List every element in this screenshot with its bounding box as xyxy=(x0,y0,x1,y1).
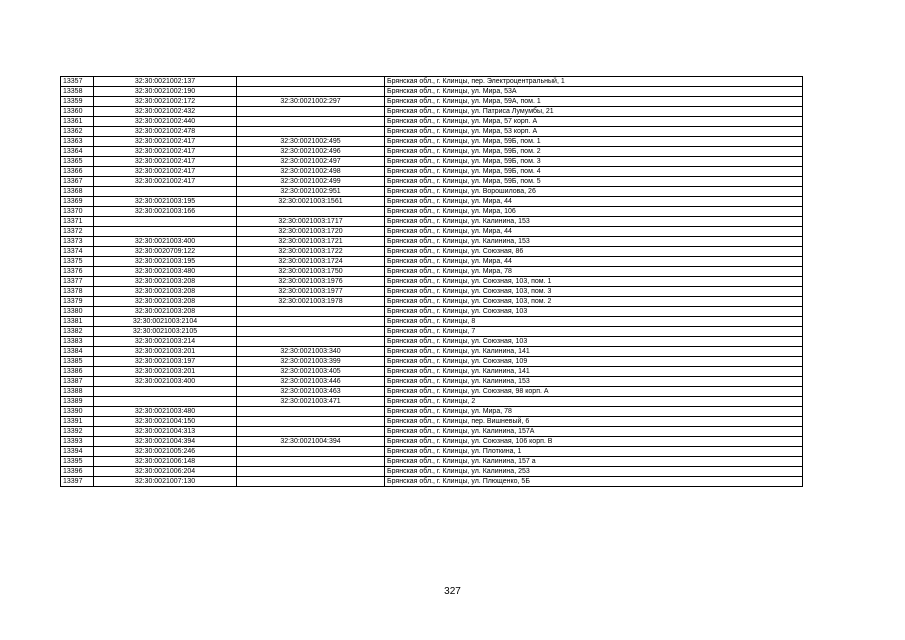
address-cell: Брянская обл., г. Клинцы, ул. Союзная, 86 xyxy=(385,247,803,257)
cadastral-number-cell: 32:30:0021003:400 xyxy=(94,237,237,247)
address-cell: Брянская обл., г. Клинцы, ул. Калинина, 157 а xyxy=(385,457,803,467)
row-number-cell: 13378 xyxy=(61,287,94,297)
premises-number-cell: 32:30:0021002:951 xyxy=(237,187,385,197)
address-cell: Брянская обл., г. Клинцы, ул. Мира, 44 xyxy=(385,227,803,237)
table-row xyxy=(61,457,803,467)
table-row xyxy=(61,337,803,347)
cadastral-number-cell: 32:30:0021002:417 xyxy=(94,177,237,187)
row-number-cell: 13377 xyxy=(61,277,94,287)
cadastral-number-cell: 32:30:0021003:201 xyxy=(94,367,237,377)
address-cell: Брянская обл., г. Клинцы, ул. Мира, 59Б, пом. 1 xyxy=(385,137,803,147)
cadastral-number-cell: 32:30:0021004:313 xyxy=(94,427,237,437)
table-row xyxy=(61,77,803,87)
row-number-cell: 13358 xyxy=(61,87,94,97)
premises-number-cell xyxy=(237,427,385,437)
cadastral-number-cell: 32:30:0021003:208 xyxy=(94,277,237,287)
cadastral-number-cell: 32:30:0021003:480 xyxy=(94,267,237,277)
address-cell: Брянская обл., г. Клинцы, ул. Союзная, 103, пом. 1 xyxy=(385,277,803,287)
cadastral-number-cell: 32:30:0021002:440 xyxy=(94,117,237,127)
table-row xyxy=(61,427,803,437)
premises-number-cell: 32:30:0021003:463 xyxy=(237,387,385,397)
cadastral-number-cell: 32:30:0021003:197 xyxy=(94,357,237,367)
row-number-cell: 13389 xyxy=(61,397,94,407)
premises-number-cell xyxy=(237,477,385,487)
table-row xyxy=(61,367,803,377)
premises-number-cell xyxy=(237,207,385,217)
address-cell: Брянская обл., г. Клинцы, ул. Союзная, 98 корп. А xyxy=(385,387,803,397)
premises-number-cell: 32:30:0021003:405 xyxy=(237,367,385,377)
premises-number-cell xyxy=(237,127,385,137)
address-cell: Брянская обл., г. Клинцы, пер. Электроцентральный, 1 xyxy=(385,77,803,87)
row-number-cell: 13396 xyxy=(61,467,94,477)
address-cell: Брянская обл., г. Клинцы, ул. Мира, 44 xyxy=(385,197,803,207)
table-row xyxy=(61,207,803,217)
row-number-cell: 13393 xyxy=(61,437,94,447)
row-number-cell: 13381 xyxy=(61,317,94,327)
cadastral-number-cell: 32:30:0021002:190 xyxy=(94,87,237,97)
address-cell: Брянская обл., г. Клинцы, ул. Мира, 78 xyxy=(385,407,803,417)
address-cell: Брянская обл., г. Клинцы, ул. Патриса Лумумбы, 21 xyxy=(385,107,803,117)
address-cell: Брянская обл., г. Клинцы, ул. Мира, 106 xyxy=(385,207,803,217)
row-number-cell: 13364 xyxy=(61,147,94,157)
table-row xyxy=(61,227,803,237)
address-cell: Брянская обл., г. Клинцы, ул. Мира, 59Б, пом. 5 xyxy=(385,177,803,187)
cadastral-number-cell: 32:30:0021003:2104 xyxy=(94,317,237,327)
cadastral-number-cell: 32:30:0021003:480 xyxy=(94,407,237,417)
cadastral-number-cell xyxy=(94,227,237,237)
premises-number-cell: 32:30:0021003:1717 xyxy=(237,217,385,227)
premises-number-cell: 32:30:0021003:340 xyxy=(237,347,385,357)
table-row xyxy=(61,257,803,267)
address-cell: Брянская обл., г. Клинцы, ул. Союзная, 106 корп. В xyxy=(385,437,803,447)
premises-number-cell: 32:30:0021002:297 xyxy=(237,97,385,107)
row-number-cell: 13362 xyxy=(61,127,94,137)
cadastral-number-cell: 32:30:0021003:195 xyxy=(94,257,237,267)
table-row xyxy=(61,307,803,317)
table-row xyxy=(61,317,803,327)
cadastral-number-cell xyxy=(94,187,237,197)
premises-number-cell: 32:30:0021003:1978 xyxy=(237,297,385,307)
address-cell: Брянская обл., г. Клинцы, ул. Плющенко, 5Б xyxy=(385,477,803,487)
address-cell: Брянская обл., г. Клинцы, ул. Мира, 57 корп. А xyxy=(385,117,803,127)
cadastral-number-cell xyxy=(94,387,237,397)
table-row xyxy=(61,217,803,227)
address-cell: Брянская обл., г. Клинцы, ул. Мира, 59Б, пом. 3 xyxy=(385,157,803,167)
row-number-cell: 13391 xyxy=(61,417,94,427)
table-row xyxy=(61,137,803,147)
table-row xyxy=(61,447,803,457)
cadastral-number-cell: 32:30:0021003:214 xyxy=(94,337,237,347)
address-cell: Брянская обл., г. Клинцы, ул. Союзная, 103 xyxy=(385,307,803,317)
cadastral-number-cell: 32:30:0021003:166 xyxy=(94,207,237,217)
premises-number-cell xyxy=(237,407,385,417)
table-row xyxy=(61,147,803,157)
table-row xyxy=(61,127,803,137)
cadastral-number-cell: 32:30:0021002:417 xyxy=(94,147,237,157)
table-row xyxy=(61,117,803,127)
premises-number-cell: 32:30:0021003:446 xyxy=(237,377,385,387)
cadastral-number-cell: 32:30:0021004:150 xyxy=(94,417,237,427)
table-row xyxy=(61,277,803,287)
row-number-cell: 13384 xyxy=(61,347,94,357)
table-row xyxy=(61,327,803,337)
address-cell: Брянская обл., г. Клинцы, ул. Мира, 44 xyxy=(385,257,803,267)
row-number-cell: 13383 xyxy=(61,337,94,347)
premises-number-cell xyxy=(237,447,385,457)
address-cell: Брянская обл., г. Клинцы, ул. Калинина, 253 xyxy=(385,467,803,477)
row-number-cell: 13367 xyxy=(61,177,94,187)
cadastral-number-cell: 32:30:0020709:122 xyxy=(94,247,237,257)
property-registry-table xyxy=(60,76,803,487)
cadastral-number-cell: 32:30:0021006:148 xyxy=(94,457,237,467)
row-number-cell: 13369 xyxy=(61,197,94,207)
row-number-cell: 13372 xyxy=(61,227,94,237)
table-row xyxy=(61,347,803,357)
address-cell: Брянская обл., г. Клинцы, ул. Калинина, 153 xyxy=(385,217,803,227)
address-cell: Брянская обл., г. Клинцы, пер. Вишневый, 6 xyxy=(385,417,803,427)
premises-number-cell xyxy=(237,107,385,117)
cadastral-number-cell: 32:30:0021003:195 xyxy=(94,197,237,207)
cadastral-number-cell xyxy=(94,217,237,227)
premises-number-cell: 32:30:0021002:499 xyxy=(237,177,385,187)
table-row xyxy=(61,467,803,477)
address-cell: Брянская обл., г. Клинцы, ул. Плоткина, 1 xyxy=(385,447,803,457)
row-number-cell: 13374 xyxy=(61,247,94,257)
address-cell: Брянская обл., г. Клинцы, ул. Калинина, 153 xyxy=(385,237,803,247)
premises-number-cell xyxy=(237,417,385,427)
table-row xyxy=(61,287,803,297)
address-cell: Брянская обл., г. Клинцы, ул. Мира, 53 корп. А xyxy=(385,127,803,137)
address-cell: Брянская обл., г. Клинцы, ул. Калинина, 141 xyxy=(385,367,803,377)
row-number-cell: 13359 xyxy=(61,97,94,107)
table-row xyxy=(61,197,803,207)
premises-number-cell xyxy=(237,327,385,337)
address-cell: Брянская обл., г. Клинцы, ул. Калинина, 153 xyxy=(385,377,803,387)
row-number-cell: 13365 xyxy=(61,157,94,167)
premises-number-cell: 32:30:0021002:495 xyxy=(237,137,385,147)
row-number-cell: 13376 xyxy=(61,267,94,277)
table-row xyxy=(61,237,803,247)
table-row xyxy=(61,267,803,277)
row-number-cell: 13361 xyxy=(61,117,94,127)
premises-number-cell: 32:30:0021003:399 xyxy=(237,357,385,367)
table-row xyxy=(61,187,803,197)
cadastral-number-cell: 32:30:0021003:208 xyxy=(94,307,237,317)
row-number-cell: 13375 xyxy=(61,257,94,267)
cadastral-number-cell: 32:30:0021004:394 xyxy=(94,437,237,447)
premises-number-cell: 32:30:0021003:1720 xyxy=(237,227,385,237)
table-body xyxy=(61,77,803,487)
table-row xyxy=(61,477,803,487)
row-number-cell: 13392 xyxy=(61,427,94,437)
table-row xyxy=(61,157,803,167)
premises-number-cell: 32:30:0021003:1977 xyxy=(237,287,385,297)
premises-number-cell: 32:30:0021004:394 xyxy=(237,437,385,447)
premises-number-cell xyxy=(237,77,385,87)
row-number-cell: 13380 xyxy=(61,307,94,317)
cadastral-number-cell: 32:30:0021003:208 xyxy=(94,297,237,307)
premises-number-cell: 32:30:0021002:496 xyxy=(237,147,385,157)
table-row xyxy=(61,297,803,307)
premises-number-cell: 32:30:0021002:497 xyxy=(237,157,385,167)
row-number-cell: 13373 xyxy=(61,237,94,247)
premises-number-cell: 32:30:0021003:1722 xyxy=(237,247,385,257)
cadastral-number-cell: 32:30:0021006:204 xyxy=(94,467,237,477)
address-cell: Брянская обл., г. Клинцы, ул. Мира, 59Б, пом. 2 xyxy=(385,147,803,157)
table-row xyxy=(61,97,803,107)
table-row xyxy=(61,87,803,97)
cadastral-number-cell: 32:30:0021002:478 xyxy=(94,127,237,137)
row-number-cell: 13357 xyxy=(61,77,94,87)
premises-number-cell xyxy=(237,337,385,347)
address-cell: Брянская обл., г. Клинцы, ул. Калинина, 157А xyxy=(385,427,803,437)
cadastral-number-cell: 32:30:0021007:130 xyxy=(94,477,237,487)
address-cell: Брянская обл., г. Клинцы, ул. Союзная, 103, пом. 2 xyxy=(385,297,803,307)
premises-number-cell: 32:30:0021003:1976 xyxy=(237,277,385,287)
table-row xyxy=(61,377,803,387)
table-row xyxy=(61,407,803,417)
cadastral-number-cell: 32:30:0021002:432 xyxy=(94,107,237,117)
address-cell: Брянская обл., г. Клинцы, ул. Мира, 78 xyxy=(385,267,803,277)
address-cell: Брянская обл., г. Клинцы, ул. Союзная, 103 xyxy=(385,337,803,347)
row-number-cell: 13360 xyxy=(61,107,94,117)
premises-number-cell xyxy=(237,117,385,127)
premises-number-cell: 32:30:0021003:1721 xyxy=(237,237,385,247)
row-number-cell: 13387 xyxy=(61,377,94,387)
row-number-cell: 13363 xyxy=(61,137,94,147)
cadastral-number-cell: 32:30:0021003:201 xyxy=(94,347,237,357)
premises-number-cell xyxy=(237,317,385,327)
premises-number-cell: 32:30:0021003:471 xyxy=(237,397,385,407)
address-cell: Брянская обл., г. Клинцы, ул. Ворошилова, 26 xyxy=(385,187,803,197)
page-number: 327 xyxy=(444,586,461,597)
premises-number-cell: 32:30:0021003:1750 xyxy=(237,267,385,277)
table-row xyxy=(61,437,803,447)
table-row xyxy=(61,387,803,397)
address-cell: Брянская обл., г. Клинцы, ул. Мира, 53А xyxy=(385,87,803,97)
cadastral-number-cell: 32:30:0021002:417 xyxy=(94,157,237,167)
row-number-cell: 13366 xyxy=(61,167,94,177)
row-number-cell: 13388 xyxy=(61,387,94,397)
cadastral-number-cell: 32:30:0021005:246 xyxy=(94,447,237,457)
address-cell: Брянская обл., г. Клинцы, ул. Калинина, 141 xyxy=(385,347,803,357)
address-cell: Брянская обл., г. Клинцы, ул. Союзная, 103, пом. 3 xyxy=(385,287,803,297)
address-cell: Брянская обл., г. Клинцы, ул. Мира, 59Б, пом. 4 xyxy=(385,167,803,177)
row-number-cell: 13386 xyxy=(61,367,94,377)
premises-number-cell xyxy=(237,87,385,97)
premises-number-cell: 32:30:0021003:1561 xyxy=(237,197,385,207)
table-row xyxy=(61,177,803,187)
table-row xyxy=(61,167,803,177)
address-cell: Брянская обл., г. Клинцы, 2 xyxy=(385,397,803,407)
row-number-cell: 13390 xyxy=(61,407,94,417)
premises-number-cell xyxy=(237,307,385,317)
row-number-cell: 13371 xyxy=(61,217,94,227)
address-cell: Брянская обл., г. Клинцы, 8 xyxy=(385,317,803,327)
row-number-cell: 13394 xyxy=(61,447,94,457)
premises-number-cell xyxy=(237,457,385,467)
cadastral-number-cell: 32:30:0021003:2105 xyxy=(94,327,237,337)
cadastral-number-cell: 32:30:0021002:137 xyxy=(94,77,237,87)
address-cell: Брянская обл., г. Клинцы, ул. Мира, 59А, пом. 1 xyxy=(385,97,803,107)
premises-number-cell xyxy=(237,467,385,477)
address-cell: Брянская обл., г. Клинцы, ул. Союзная, 109 xyxy=(385,357,803,367)
premises-number-cell: 32:30:0021002:498 xyxy=(237,167,385,177)
row-number-cell: 13397 xyxy=(61,477,94,487)
cadastral-number-cell: 32:30:0021003:208 xyxy=(94,287,237,297)
cadastral-number-cell: 32:30:0021002:417 xyxy=(94,137,237,147)
row-number-cell: 13370 xyxy=(61,207,94,217)
table-row xyxy=(61,397,803,407)
table-row xyxy=(61,417,803,427)
row-number-cell: 13385 xyxy=(61,357,94,367)
row-number-cell: 13382 xyxy=(61,327,94,337)
cadastral-number-cell: 32:30:0021003:400 xyxy=(94,377,237,387)
premises-number-cell: 32:30:0021003:1724 xyxy=(237,257,385,267)
row-number-cell: 13379 xyxy=(61,297,94,307)
cadastral-number-cell: 32:30:0021002:417 xyxy=(94,167,237,177)
table-row xyxy=(61,357,803,367)
row-number-cell: 13368 xyxy=(61,187,94,197)
address-cell: Брянская обл., г. Клинцы, 7 xyxy=(385,327,803,337)
table-row xyxy=(61,107,803,117)
cadastral-number-cell: 32:30:0021002:172 xyxy=(94,97,237,107)
table-row xyxy=(61,247,803,257)
cadastral-number-cell xyxy=(94,397,237,407)
row-number-cell: 13395 xyxy=(61,457,94,467)
